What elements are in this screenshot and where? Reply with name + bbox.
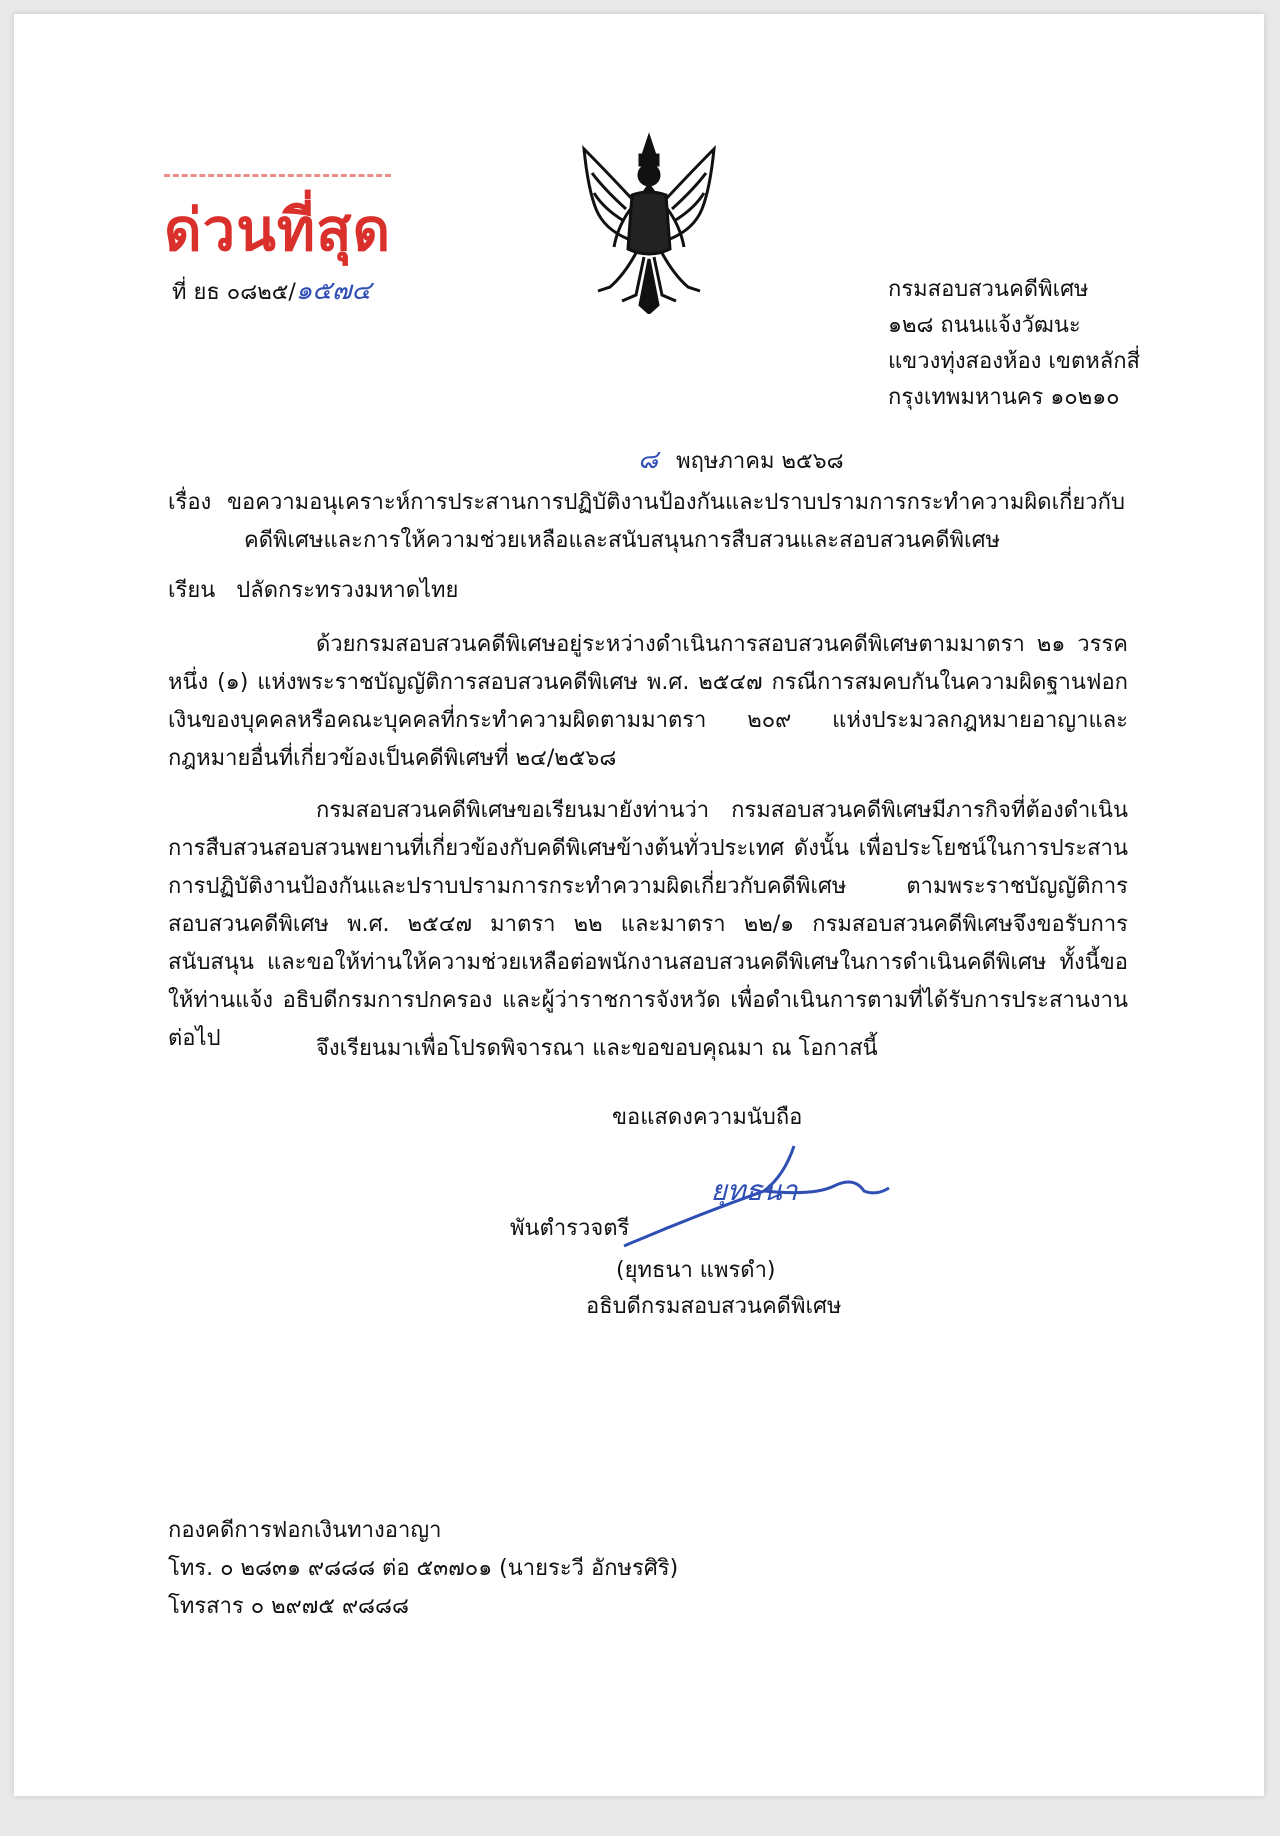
body-paragraph-2 — [168, 792, 1128, 1058]
urgency-stamp: ด่วนที่สุด — [164, 174, 391, 276]
recipient-label: เรียน — [168, 578, 216, 603]
paragraph-text: กรมสอบสวนคดีพิเศษขอเรียนมายังท่านว่า กรมสอบสวนคดีพิเศษมีภารกิจที่ต้องดำเนินการสืบสวนสอบสวนพยานที่เกี่ยวข้องกับคดีพิเศษข้างต้นทั่วประเทศ ดังนั้น เพื่อประโยชน์ในการประสานการปฏิบัติงานป้องกันและปราบปรามการกระทำความผิดเกี่ยวกับคดีพิเศษ ตามพระราชบัญญัติการสอบสวนคดีพิเศษ พ.ศ. ๒๕๔๗ มาตรา ๒๒ และมาตรา ๒๒/๑ กรมสอบสวนคดีพิเศษจึงขอรับการสนับสนุน และขอให้ท่านให้ความช่วยเหลือต่อพนักงานสอบสวนคดีพิเศษในการดำเนินคดีพิเศษ ทั้งนี้ขอให้ท่านแจ้ง อธิบดีกรมการปกครอง และผู้ว่าราชการจังหวัด เพื่อดำเนินการตามที่ได้รับการประสานงานต่อไป — [168, 798, 1128, 1051]
address-line: กรมสอบสวนคดีพิเศษ — [888, 277, 1089, 302]
subject-label: เรื่อง — [168, 490, 212, 515]
signatory-rank: พันตำรวจตรี — [510, 1216, 630, 1241]
garuda-emblem-icon — [574, 129, 724, 314]
date-month-year: พฤษภาคม ๒๕๖๘ — [676, 449, 844, 474]
footer-fax: โทรสาร ๐ ๒๙๗๕ ๙๘๘๘ — [168, 1594, 409, 1619]
subject-line-2: คดีพิเศษและการให้ความช่วยเหลือและสนับสนุนการสืบสวนและสอบสวนคดีพิเศษ — [244, 528, 1001, 553]
letter-date — [638, 439, 844, 480]
document-page — [14, 14, 1264, 1796]
reference-handwritten-number: ๑๕๗๔ — [295, 276, 372, 306]
sender-address — [888, 272, 1140, 416]
recipient-value: ปลัดกระทรวงมหาดไทย — [236, 578, 459, 603]
footer-division: กองคดีการฟอกเงินทางอาญา — [168, 1518, 442, 1543]
paragraph-text: ด้วยกรมสอบสวนคดีพิเศษอยู่ระหว่างดำเนินการสอบสวนคดีพิเศษตามมาตรา ๒๑ วรรคหนึ่ง (๑) แห่งพระราชบัญญัติการสอบสวนคดีพิเศษ พ.ศ. ๒๕๔๗ กรณีการสมคบกันในความผิดฐานฟอกเงินของบุคคลหรือคณะบุคคลที่กระทำความผิดตามมาตรา ๒๐๙ แห่งประมวลกฎหมายอาญาและกฎหมายอื่นที่เกี่ยวข้องเป็นคดีพิเศษที่ ๒๔/๒๕๖๘ — [168, 632, 1128, 771]
reference-prefix: ที่ ยธ ๐๘๒๕/ — [172, 280, 296, 305]
closing-salutation: ขอแสดงความนับถือ — [612, 1105, 803, 1130]
signatory-position: อธิบดีกรมสอบสวนคดีพิเศษ — [586, 1294, 842, 1319]
subject-block — [168, 484, 1128, 560]
body-paragraph-1 — [168, 626, 1128, 778]
footer-contact — [168, 1512, 678, 1626]
paragraph-text: จึงเรียนมาเพื่อโปรดพิจารณา และขอขอบคุณมา ณ โอกาสนี้ — [316, 1036, 878, 1061]
subject-line-1: ขอความอนุเคราะห์การประสานการปฏิบัติงานป้องกันและปราบปรามการกระทำความผิดเกี่ยวกับ — [227, 490, 1125, 515]
date-day-handwritten: ๘ — [638, 445, 659, 475]
address-line: กรุงเทพมหานคร ๑๐๒๑๐ — [888, 385, 1120, 410]
recipient — [168, 572, 458, 607]
address-line: แขวงทุ่งสองห้อง เขตหลักสี่ — [888, 349, 1140, 374]
footer-phone: โทร. ๐ ๒๘๓๑ ๙๘๘๘ ต่อ ๕๓๗๐๑ (นายระวี อักษรศิริ) — [168, 1556, 679, 1581]
signature-text: ยุทธนา — [710, 1174, 798, 1207]
reference-number — [172, 270, 371, 311]
signatory-name: (ยุทธนา แพรดำ) — [616, 1258, 776, 1283]
body-paragraph-3 — [168, 1030, 1128, 1068]
handwritten-signature — [614, 1136, 894, 1256]
address-line: ๑๒๘ ถนนแจ้งวัฒนะ — [888, 313, 1081, 338]
